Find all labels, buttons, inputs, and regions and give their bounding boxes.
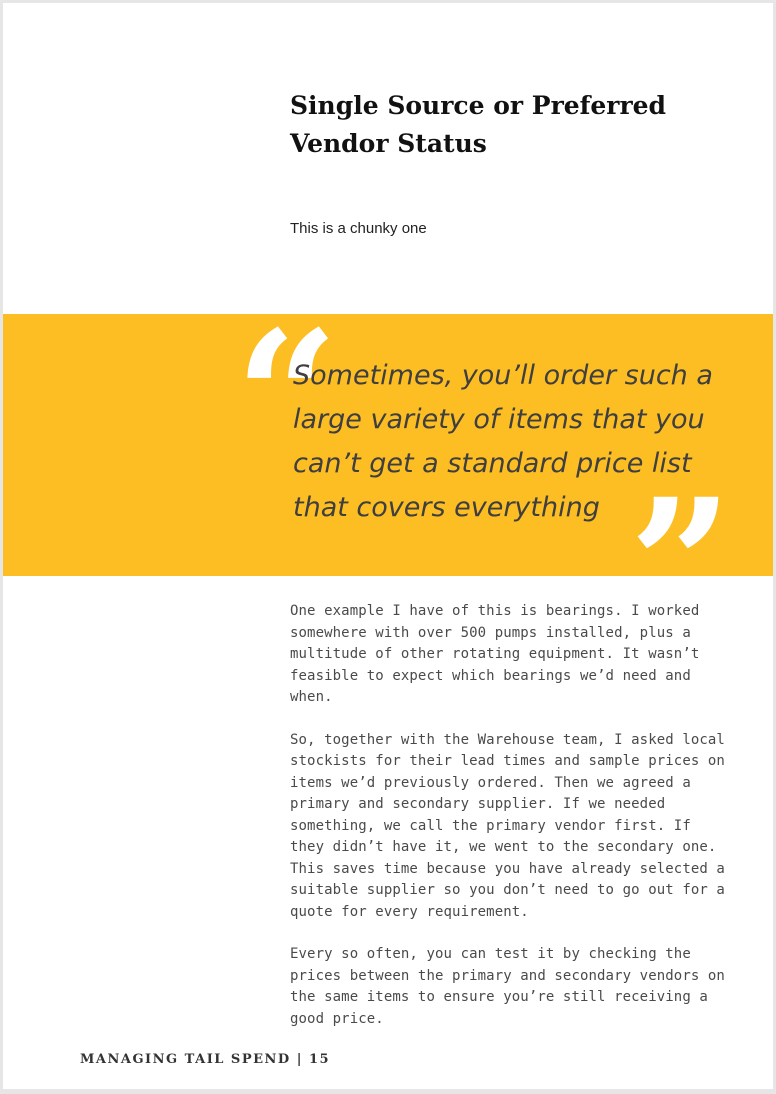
open-quote-icon: “ — [235, 292, 339, 503]
body-text — [290, 601, 730, 1051]
body-paragraph-part: This saves time because you have already selected a suitable supplier so you don’t need to go out for a quote for every requirement. — [290, 860, 725, 920]
section-subheading: This is a chunky one — [290, 220, 427, 237]
close-quote-icon: ” — [629, 460, 733, 671]
body-paragraph-part: So, together with the Warehouse team, I asked local stockists for their lead times and sample prices on items we’d previously ordered. Then we agreed a primary and secondary supplier. If we needed something, we call the primary vendor first. If they didn’t have it, we went to the secondary one. — [290, 731, 725, 855]
body-paragraph: One example I have of this is bearings. I worked somewhere with over 500 pumps installed, plus a multitude of other rotating equipment. It wasn’t feasible to expect which bearings we’d need and when. — [290, 603, 700, 705]
body-paragraph: Every so often, you can test it by checking the prices between the primary and secondary vendors on the same items to ensure you’re still receiving a good price. — [290, 946, 725, 1027]
section-heading: Single Source or Preferred Vendor Status — [290, 91, 667, 158]
body-paragraph — [290, 730, 730, 924]
pull-quote-text: Sometimes, you’ll order such a large variety of items that you can’t get a standard price list that covers everything — [293, 360, 713, 523]
page-footer: MANAGING TAIL SPEND | 15 — [80, 1052, 331, 1067]
document-page — [3, 3, 773, 1089]
